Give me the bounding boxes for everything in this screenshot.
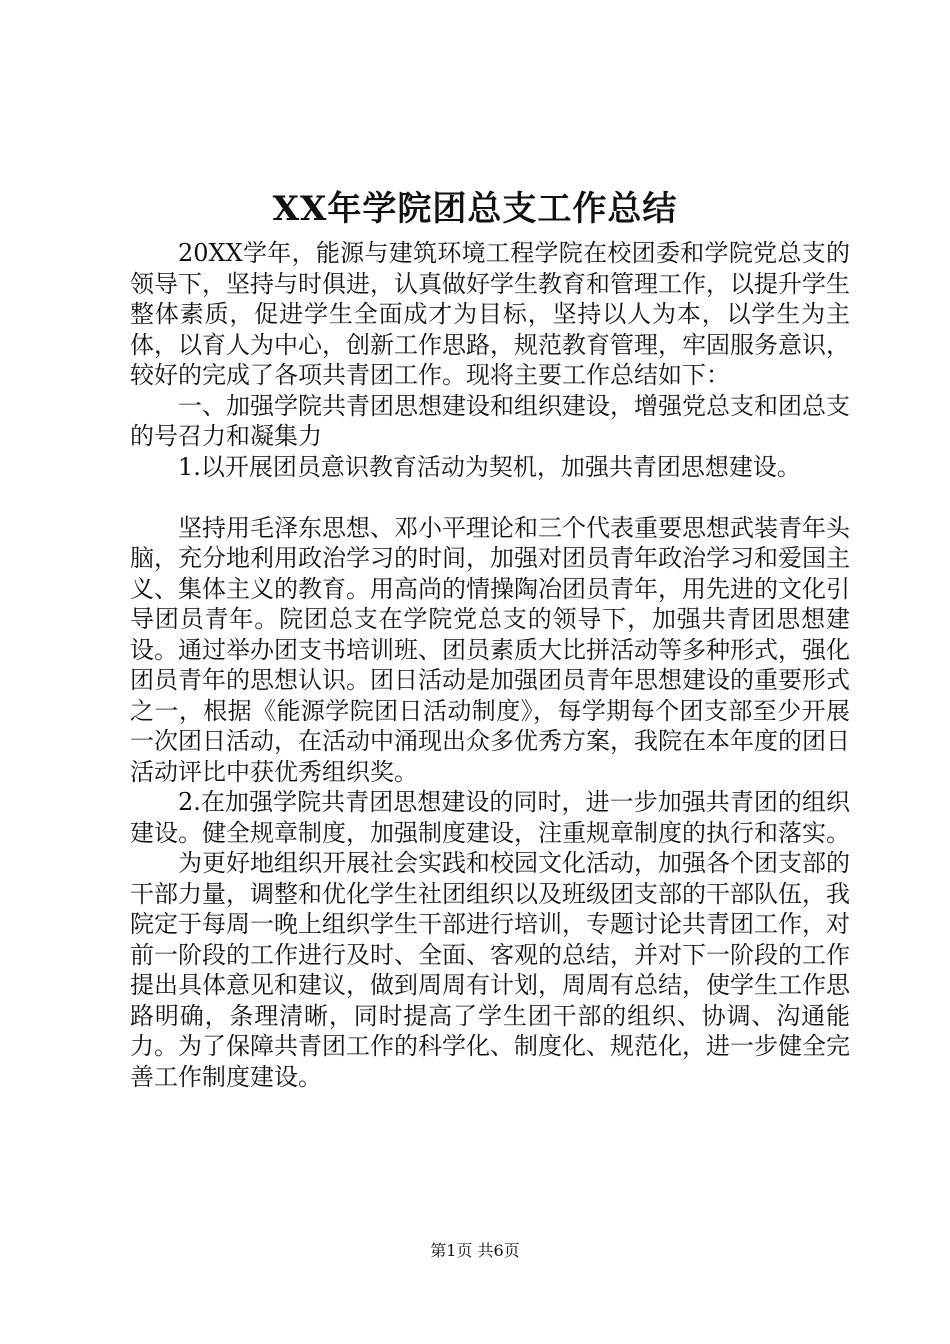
document-body — [130, 238, 850, 1092]
paragraph-item-1: 1.以开展团员意识教育活动为契机，加强共青团思想建设。 — [178, 452, 801, 481]
paragraph-item-2: 2.在加强学院共青团思想建设的同时，进一步加强共青团的组织建设。健全规章制度，加强制度建设，注重规章制度的执行和落实。 — [130, 788, 850, 847]
document-title: XX年学院团总支工作总结 — [272, 189, 678, 229]
paragraph-thought-building: 坚持用毛泽东思想、邓小平理论和三个代表重要思想武装青年头脑，充分地利用政治学习的时间，加强对团员青年政治学习和爱国主义、集体主义的教育。用高尚的情操陶冶团员青年，用先进的文化引导团员青年。院团总支在学院党总支的领导下，加强共青团思想建设。通过举办团支书培训班、团员素质大比拼活动等多种形式，强化团员青年的思想认识。团日活动是加强团员青年思想建设的重要形式之一，根据《能源学院团日活动制度》，每学期每个团支部至少开展一次团日活动，在活动中涌现出众多优秀方案，我院在本年度的团日活动评比中获优秀组织奖。 — [130, 513, 850, 786]
paragraph-intro: 20XX学年，能源与建筑环境工程学院在校团委和学院党总支的领导下，坚持与时俱进，认真做好学生教育和管理工作，以提升学生整体素质，促进学生全面成才为目标，坚持以人为本，以学生为主体，以育人为中心，创新工作思路，规范教育管理，牢固服务意识，较好的完成了各项共青团工作。现将主要工作总结如下： — [130, 239, 850, 389]
paragraph-section-heading: 一、加强学院共青团思想建设和组织建设，增强党总支和团总支的号召力和凝集力 — [130, 391, 850, 450]
page-number: 第1页 共6页 — [430, 1241, 520, 1260]
paragraph-organization-building: 为更好地组织开展社会实践和校园文化活动，加强各个团支部的干部力量，调整和优化学生社团组织以及班级团支部的干部队伍，我院定于每周一晚上组织学生干部进行培训，专题讨论共青团工作，对前一阶段的工作进行及时、全面、客观的总结，并对下一阶段的工作提出具体意见和建议，做到周周有计划，周周有总结，使学生工作思路明确，条理清晰，同时提高了学生团干部的组织、协调、沟通能力。为了保障共青团工作的科学化、制度化、规范化，进一步健全完善工作制度建设。 — [130, 849, 850, 1091]
